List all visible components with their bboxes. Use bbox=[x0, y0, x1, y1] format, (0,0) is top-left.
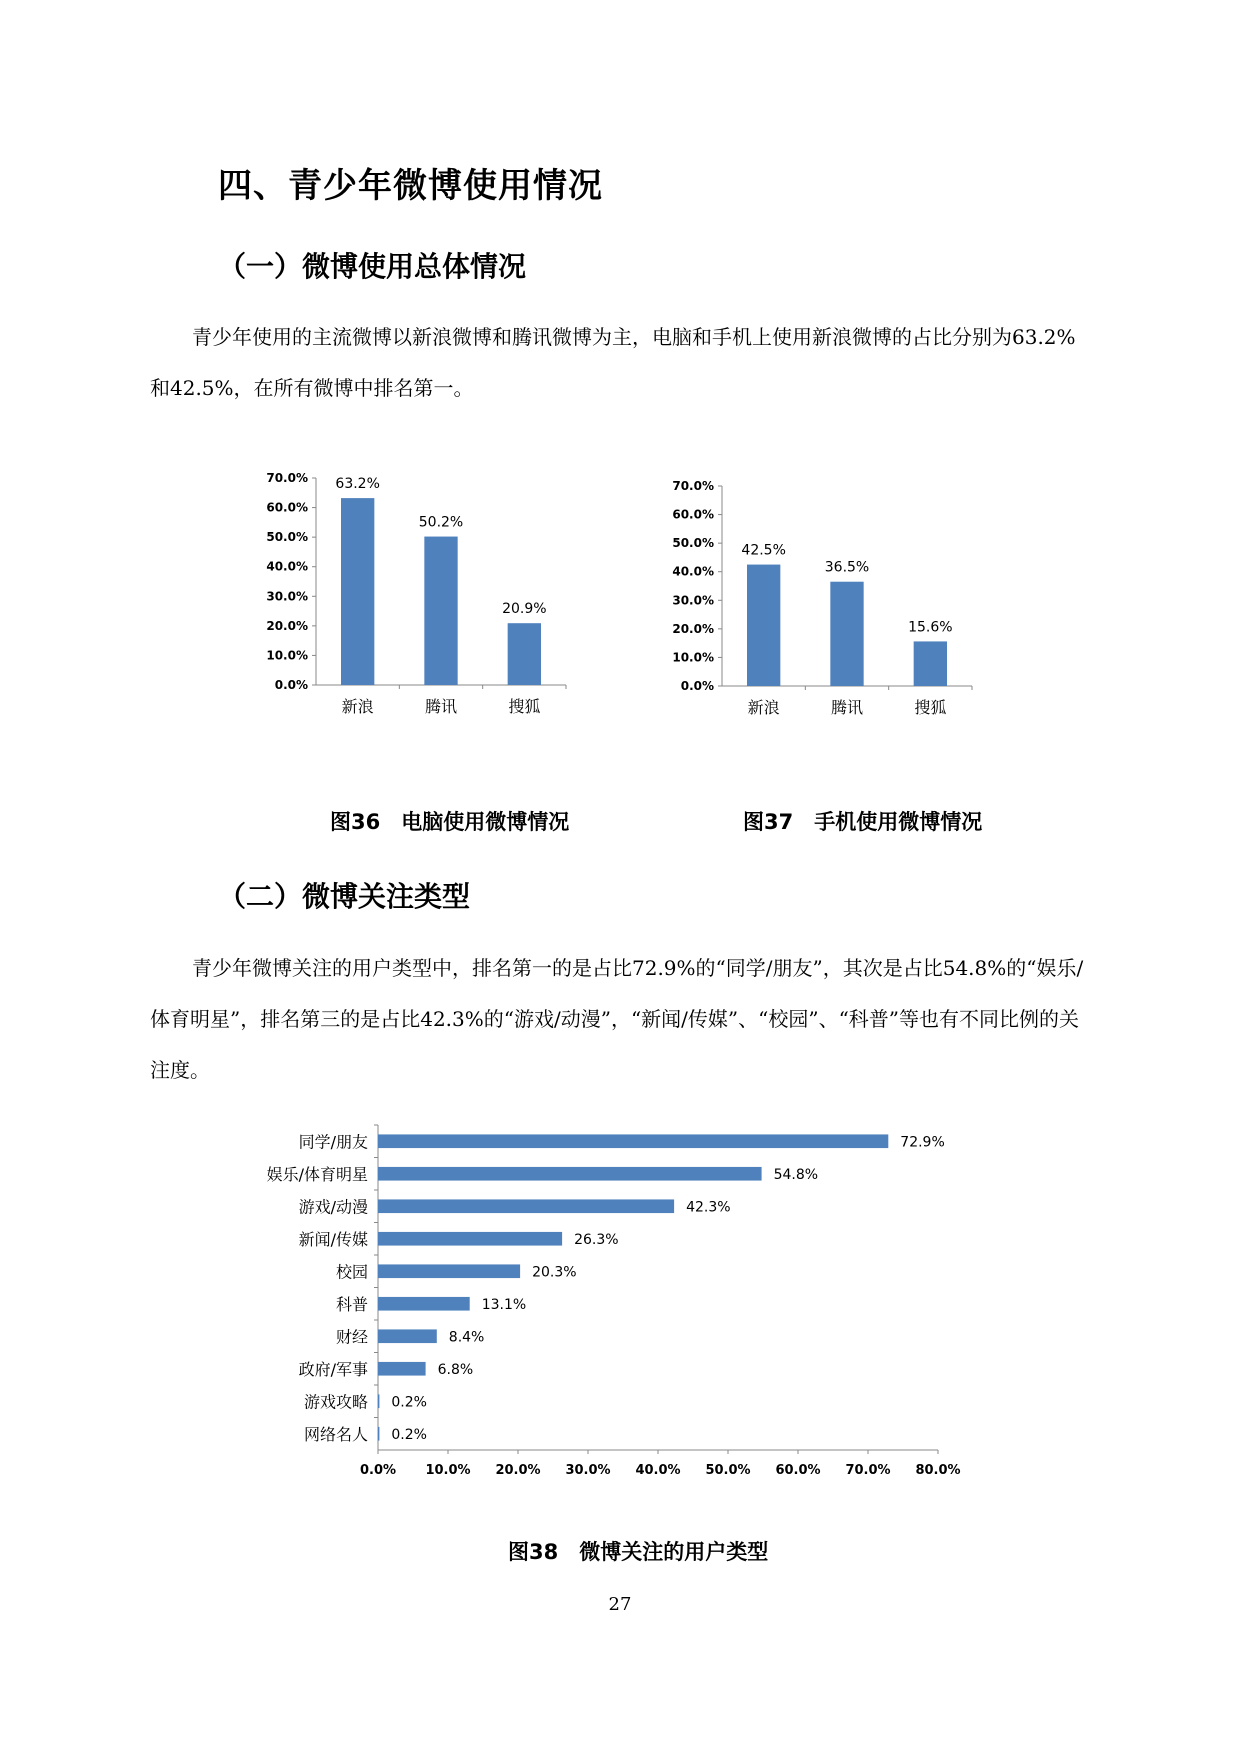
y-tick-label: 0.0% bbox=[274, 678, 308, 692]
x-tick-label: 20.0% bbox=[495, 1463, 541, 1478]
bar bbox=[914, 641, 947, 686]
bar bbox=[508, 623, 541, 685]
bar bbox=[378, 1297, 470, 1311]
x-tick-label: 腾讯 bbox=[424, 697, 458, 716]
data-label: 0.2% bbox=[391, 1426, 427, 1443]
y-tick-label: 游戏/动漫 bbox=[298, 1197, 368, 1217]
y-tick-label: 30.0% bbox=[266, 589, 308, 604]
chart-follow-types bbox=[230, 1105, 990, 1495]
bar bbox=[378, 1427, 379, 1441]
data-label: 20.3% bbox=[532, 1264, 577, 1281]
data-label: 15.6% bbox=[908, 619, 953, 636]
data-label: 20.9% bbox=[502, 601, 547, 618]
section-title: 四、青少年微博使用情况 bbox=[218, 166, 603, 206]
y-tick-label: 60.0% bbox=[266, 500, 308, 515]
figure-36-caption: 图36 电脑使用微博情况 bbox=[330, 810, 570, 834]
y-tick-label: 科普 bbox=[335, 1294, 368, 1314]
chart-mobile-weibo bbox=[660, 470, 1000, 730]
figure-38-caption: 图38 微博关注的用户类型 bbox=[508, 1540, 769, 1564]
y-tick-label: 10.0% bbox=[672, 650, 714, 665]
y-tick-label: 同学/朋友 bbox=[298, 1132, 368, 1152]
data-label: 26.3% bbox=[574, 1231, 619, 1248]
paragraph-2: 青少年微博关注的用户类型中，排名第一的是占比72.9%的“同学/朋友”，其次是占比54.8%的“娱乐/体育明星”，排名第三的是占比42.3%的“游戏/动漫”，“新闻/传媒”、“校园”、“科普”等也有不同比例的关注度。 bbox=[150, 956, 1084, 1082]
x-tick-label: 新浪 bbox=[747, 698, 780, 717]
y-tick-label: 政府/军事 bbox=[298, 1359, 368, 1379]
x-tick-label: 80.0% bbox=[915, 1463, 961, 1478]
y-tick-label: 40.0% bbox=[266, 559, 308, 574]
y-tick-label: 网络名人 bbox=[303, 1424, 368, 1444]
x-tick-label: 30.0% bbox=[565, 1463, 611, 1478]
figure-37-caption: 图37 手机使用微博情况 bbox=[743, 810, 983, 834]
paragraph-1: 青少年使用的主流微博以新浪微博和腾讯微博为主，电脑和手机上使用新浪微博的占比分别为63.2%和42.5%，在所有微博中排名第一。 bbox=[150, 325, 1076, 400]
data-label: 36.5% bbox=[824, 559, 870, 576]
x-tick-label: 腾讯 bbox=[830, 698, 864, 717]
page-number: 27 bbox=[608, 1594, 632, 1615]
bar bbox=[424, 537, 457, 685]
y-tick-label: 70.0% bbox=[672, 479, 714, 493]
bar bbox=[378, 1394, 379, 1408]
bar bbox=[378, 1264, 520, 1278]
x-tick-label: 50.0% bbox=[705, 1463, 751, 1478]
x-tick-label: 70.0% bbox=[845, 1463, 891, 1478]
bar bbox=[378, 1329, 437, 1343]
x-tick-label: 10.0% bbox=[425, 1463, 471, 1478]
data-label: 72.9% bbox=[900, 1134, 945, 1151]
y-tick-label: 0.0% bbox=[680, 679, 714, 693]
data-label: 0.2% bbox=[391, 1394, 427, 1411]
bar bbox=[378, 1199, 674, 1213]
bar bbox=[378, 1167, 762, 1181]
y-tick-label: 50.0% bbox=[266, 530, 308, 545]
y-tick-label: 20.0% bbox=[672, 621, 714, 636]
y-tick-label: 新闻/传媒 bbox=[298, 1229, 368, 1249]
subsection-title-1: （一）微博使用总体情况 bbox=[218, 250, 527, 283]
y-tick-label: 20.0% bbox=[266, 618, 308, 633]
data-label: 63.2% bbox=[335, 476, 380, 493]
subsection-title-2: （二）微博关注类型 bbox=[218, 880, 471, 913]
y-tick-label: 50.0% bbox=[672, 536, 714, 551]
x-tick-label: 0.0% bbox=[359, 1463, 397, 1478]
data-label: 42.3% bbox=[686, 1199, 731, 1216]
bar bbox=[830, 582, 863, 686]
x-tick-label: 40.0% bbox=[635, 1463, 681, 1478]
y-tick-label: 娱乐/体育明星 bbox=[266, 1164, 368, 1184]
y-tick-label: 70.0% bbox=[266, 471, 308, 485]
bar bbox=[378, 1232, 562, 1246]
bar bbox=[747, 565, 780, 686]
bar bbox=[378, 1362, 426, 1376]
chart-pc-weibo bbox=[250, 458, 590, 728]
y-tick-label: 校园 bbox=[335, 1262, 368, 1282]
data-label: 50.2% bbox=[418, 514, 464, 531]
y-tick-label: 游戏攻略 bbox=[303, 1392, 368, 1412]
y-tick-label: 30.0% bbox=[672, 593, 714, 608]
x-tick-label: 60.0% bbox=[775, 1463, 821, 1478]
y-tick-label: 40.0% bbox=[672, 564, 714, 579]
data-label: 13.1% bbox=[481, 1296, 527, 1313]
x-tick-label: 新浪 bbox=[341, 697, 374, 716]
y-tick-label: 10.0% bbox=[266, 648, 308, 663]
data-label: 54.8% bbox=[773, 1166, 819, 1183]
y-tick-label: 60.0% bbox=[672, 507, 714, 522]
y-tick-label: 财经 bbox=[335, 1327, 368, 1347]
x-tick-label: 搜狐 bbox=[914, 698, 947, 717]
data-label: 6.8% bbox=[437, 1361, 474, 1378]
data-label: 42.5% bbox=[741, 542, 786, 559]
bar bbox=[341, 498, 374, 685]
x-tick-label: 搜狐 bbox=[508, 697, 541, 716]
bar bbox=[378, 1134, 888, 1148]
data-label: 8.4% bbox=[448, 1329, 485, 1346]
